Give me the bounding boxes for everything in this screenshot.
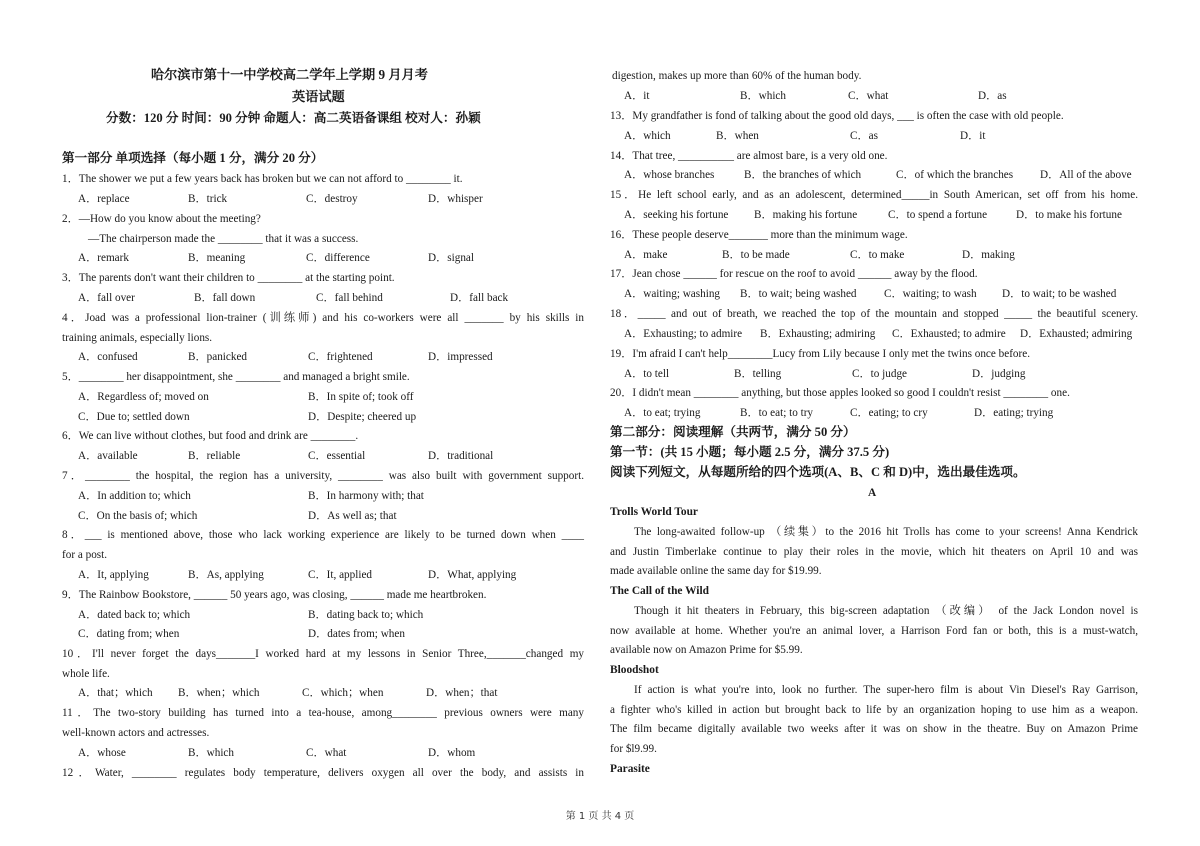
option-a: A．replace — [78, 193, 130, 205]
paragraph-line: for $l9.99. — [610, 743, 657, 755]
option-d: D．What, applying — [428, 569, 517, 581]
option-c: C．as — [850, 130, 878, 142]
option-a: A．It, applying — [78, 569, 149, 581]
question-stem: 10．I'll never forget the days_______I worked hard at my lessons in Senior Three,_______changed my — [62, 648, 584, 660]
option-b: B．In harmony with; that — [308, 490, 424, 502]
option-d: D．impressed — [428, 351, 493, 363]
part1-heading: 第一部分 单项选择（每小题 1 分，满分 20 分） — [62, 151, 324, 165]
option-d: D．All of the above — [1040, 169, 1132, 181]
reading-instruction: 阅读下列短文，从每题所给的四个选项(A、B、C 和 D)中，选出最佳选项。 — [610, 465, 1026, 479]
option-a: A．confused — [78, 351, 138, 363]
option-a: A．which — [624, 130, 671, 142]
exam-title: 哈尔滨市第十一中学校高二学年上学期 9 月月考 — [151, 67, 428, 82]
question-stem: 19．I'm afraid I can't help________Lucy from Lily because I only met the twins once before. — [610, 348, 1031, 360]
option-b: B．when — [716, 130, 759, 142]
option-d: D．whom — [428, 747, 476, 759]
option-a: A．fall over — [78, 292, 135, 304]
option-c: C．what — [306, 747, 347, 759]
exam-info: 分数：120 分 时间：90 分钟 命题人：高二英语备课组 校对人：孙颖 — [106, 111, 481, 125]
paragraph-line: and Justin Timberlake continue to play their roles in the movie, which hit theaters on April 10 and was — [610, 546, 1138, 558]
option-d: D．As well as; that — [308, 510, 397, 522]
option-b: B．reliable — [188, 450, 241, 462]
paragraph-line: The long-awaited follow-up （续集）to the 2016 hit Trolls has come to your screens! Anna Kendrick — [634, 526, 1138, 538]
option-a: A．waiting; washing — [624, 288, 721, 300]
question-stem: 12．Water, ________ regulates body temperature, delivers oxygen all over the body, and assists in — [62, 767, 584, 779]
option-b: B．the branches of which — [744, 169, 862, 181]
option-d: D．eating; trying — [974, 407, 1054, 419]
paragraph-line: now available at home. Whether you're an animal lover, a Harrison Ford fan or both, this is a must-watch, — [610, 625, 1138, 637]
option-d: D．traditional — [428, 450, 494, 462]
option-b: B．Exhausting; admiring — [760, 328, 876, 340]
paragraph-line: a fighter who's killed in action but brought back to life by an organization hoping to use him as a weapon. — [610, 704, 1138, 716]
option-b: B．to be made — [722, 249, 790, 261]
question-stem: 13．My grandfather is fond of talking about the good old days, ___ is often the case with old people. — [610, 110, 1064, 122]
option-c: C．difference — [306, 252, 370, 264]
option-c: C．On the basis of; which — [78, 510, 198, 522]
option-a: A．remark — [78, 252, 129, 264]
paragraph-line: The film became digitally available two weeks after it was on show in the theatre. Buy on Amazon Prime — [610, 723, 1138, 735]
option-d: D．to wait; to be washed — [1002, 288, 1117, 300]
question-stem: 9．The Rainbow Bookstore, ______ 50 years ago, was closing, ______ made me heartbroken. — [62, 589, 487, 601]
option-a: A．to eat; trying — [624, 407, 701, 419]
option-c: C．dating from; when — [78, 628, 180, 640]
question-stem: 11．The two-story building has turned into a tea-house, among________ previous owners were many — [62, 707, 584, 719]
option-c: C．destroy — [306, 193, 358, 205]
option-a: A．that；which — [78, 687, 153, 699]
question-stem: 8．___ is mentioned above, those who lack working experience are likely to be turned down when ____ — [62, 529, 584, 541]
option-a: A．available — [78, 450, 138, 462]
question-stem: 5．________ her disappointment, she ________ and managed a bright smile. — [62, 371, 410, 383]
option-b: B．when；which — [178, 687, 260, 699]
question-stem: 4．Joad was a professional lion-trainer (训练师) and his co-workers were all _______ by his skills in — [62, 312, 584, 324]
paragraph-line: available now on Amazon Prime for $5.99. — [610, 644, 803, 656]
option-a: A．In addition to; which — [78, 490, 191, 502]
question-stem: 3．The parents don't want their children to ________ at the starting point. — [62, 272, 395, 284]
option-c: C．which；when — [302, 687, 384, 699]
paragraph-line: Though it hit theaters in February, this big-screen adaptation （改编） of the Jack London novel is — [634, 605, 1138, 617]
option-d: D．fall back — [450, 292, 509, 304]
question-stem: 18．_____ and out of breath, we reached the top of the mountain and stopped _____ the beautiful scenery. — [610, 308, 1138, 320]
option-b: B．making his fortune — [754, 209, 858, 221]
option-d: D．to make his fortune — [1016, 209, 1122, 221]
option-a: A．seeking his fortune — [624, 209, 729, 221]
question-stem-line2: well-known actors and actresses. — [62, 727, 210, 739]
option-d: D．it — [960, 130, 986, 142]
question-stem: 15．He left school early, and as an adolescent, determined_____in South American, set off from his home. — [610, 189, 1138, 201]
option-c: C．of which the branches — [896, 169, 1014, 181]
question-stem: 2．—How do you know about the meeting? — [62, 213, 261, 225]
section1-heading: 第一节：(共 15 小题；每小题 2.5 分，满分 37.5 分) — [610, 445, 890, 459]
paragraph-line: made available online the same day for $19.99. — [610, 565, 822, 577]
option-c: C．what — [848, 90, 889, 102]
option-d: D．Exhausted; admiring — [1020, 328, 1133, 340]
question-stem: 16．These people deserve_______ more than the minimum wage. — [610, 229, 908, 241]
option-d: D．judging — [972, 368, 1026, 380]
option-a: A．whose branches — [624, 169, 715, 181]
option-b: B．panicked — [188, 351, 248, 363]
question-stem-line2: —The chairperson made the ________ that it was a success. — [88, 233, 359, 245]
option-c: C．frightened — [308, 351, 373, 363]
question-stem-line2: for a post. — [62, 549, 108, 561]
option-a: A．dated back to; which — [78, 609, 191, 621]
exam-subtitle: 英语试题 — [292, 89, 345, 104]
option-c: C．essential — [308, 450, 366, 462]
movie-title: Trolls World Tour — [610, 506, 698, 518]
option-a: A．to tell — [624, 368, 670, 380]
option-b: B．meaning — [188, 252, 246, 264]
passage-label: A — [868, 487, 877, 499]
option-b: B．to wait; being washed — [740, 288, 857, 300]
question-stem-line2: training animals, especially lions. — [62, 332, 213, 344]
movie-title: The Call of the Wild — [610, 585, 709, 597]
option-c: C．Exhausted; to admire — [892, 328, 1006, 340]
question-stem-line2: whole life. — [62, 668, 110, 680]
option-c: C．to make — [850, 249, 905, 261]
option-d: D．when；that — [426, 687, 498, 699]
option-d: D．as — [978, 90, 1007, 102]
option-a: A．whose — [78, 747, 126, 759]
question-stem: 17．Jean chose ______ for rescue on the roof to avoid ______ away by the flood. — [610, 268, 978, 280]
option-c: C．waiting; to wash — [884, 288, 977, 300]
question-stem: 14．That tree, __________ are almost bare, is a very old one. — [610, 150, 888, 162]
option-b: B．trick — [188, 193, 228, 205]
option-b: B．to eat; to try — [740, 407, 814, 419]
option-d: D．dates from; when — [308, 628, 405, 640]
option-d: D．making — [962, 249, 1015, 261]
question-stem: 1．The shower we put a few years back has broken but we can not afford to ________ it. — [62, 173, 463, 185]
option-a: A．Exhausting; to admire — [624, 328, 743, 340]
option-c: C．It, applied — [308, 569, 373, 581]
question-stem: 7．________ the hospital, the region has a university, ________ was also built with government support. — [62, 470, 584, 482]
option-d: D．whisper — [428, 193, 483, 205]
option-a: A．Regardless of; moved on — [78, 391, 209, 403]
paragraph-line: If action is what you're into, look no further. The super-hero film is about Vin Diesel's Ray Garrison, — [634, 684, 1138, 696]
option-b: B．dating back to; which — [308, 609, 424, 621]
option-d: D．signal — [428, 252, 474, 264]
option-a: A．make — [624, 249, 668, 261]
option-b: B．fall down — [194, 292, 256, 304]
option-c: C．to judge — [852, 368, 908, 380]
option-b: B．As, applying — [188, 569, 264, 581]
movie-title: Bloodshot — [610, 664, 659, 676]
option-b: B．telling — [734, 368, 782, 380]
option-b: B．which — [188, 747, 234, 759]
question-stem: 6．We can live without clothes, but food and drink are ________. — [62, 430, 359, 442]
question-stem: 20．I didn't mean ________ anything, but those apples looked so good I couldn't resist ________ one. — [610, 387, 1070, 399]
option-b: B．which — [740, 90, 786, 102]
option-c: C．to spend a fortune — [888, 209, 988, 221]
movie-title: Parasite — [610, 763, 650, 775]
page-footer: 第 1 页 共 4 页 — [565, 811, 635, 822]
option-c: C．Due to; settled down — [78, 411, 190, 423]
option-c: C．eating; to cry — [850, 407, 928, 419]
option-a: A．it — [624, 90, 650, 102]
question-stem-line2: digestion, makes up more than 60% of the human body. — [612, 70, 862, 82]
option-c: C．fall behind — [316, 292, 383, 304]
part2-heading: 第二部分：阅读理解（共两节，满分 50 分） — [610, 425, 856, 439]
option-d: D．Despite; cheered up — [308, 411, 417, 423]
option-b: B．In spite of; took off — [308, 391, 414, 403]
